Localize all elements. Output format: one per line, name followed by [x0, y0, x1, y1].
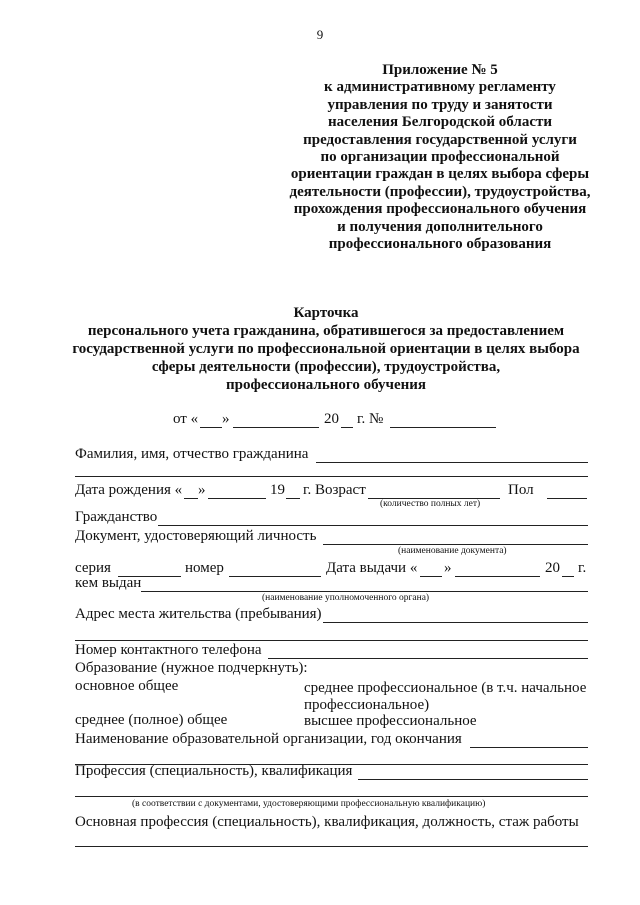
appendix-line: ориентации граждан в целях выбора сферы	[290, 166, 590, 183]
birth-month-field[interactable]	[208, 498, 266, 499]
institution-field[interactable]	[470, 747, 588, 748]
issue-date-label: Дата выдачи «	[326, 560, 418, 576]
main-profession-label: Основная профессия (специальность), квалификация, должность, стаж работы	[75, 814, 579, 830]
edu-option-basic[interactable]: основное общее	[75, 678, 179, 694]
edu-option-secondary-prof[interactable]: среднее профессиональное (в т.ч. начальное	[304, 680, 587, 696]
appendix-line: профессионального образования	[328, 236, 552, 253]
full-name-field[interactable]	[316, 462, 588, 463]
appendix-line: управления по труду и занятости	[327, 96, 553, 113]
date-month-field[interactable]	[233, 427, 319, 428]
date-from-label: от «	[173, 411, 199, 427]
address-field-2[interactable]	[75, 640, 588, 641]
card-title-line: персонального учета гражданина, обратившегося за предоставлением	[87, 323, 565, 339]
number-field[interactable]	[229, 576, 321, 577]
appendix-line: деятельности (профессии), трудоустройства,	[289, 183, 591, 200]
age-caption: (количество полных лет)	[380, 499, 481, 509]
card-title	[50, 304, 602, 394]
edu-option-higher[interactable]: высшее профессиональное	[304, 713, 477, 729]
birth-close-quote: »	[198, 482, 206, 498]
id-document-label: Документ, удостоверяющий личность	[75, 528, 317, 544]
institution-label: Наименование образовательной организации, год окончания	[75, 731, 462, 747]
issue-month-field[interactable]	[455, 576, 540, 577]
date-number-label: г. №	[357, 411, 384, 427]
appendix-line: к административному регламенту	[324, 79, 556, 96]
date-year-field[interactable]	[341, 427, 353, 428]
issue-century: 20	[545, 560, 560, 576]
age-label: г. Возраст	[303, 482, 366, 498]
issue-close-quote: »	[444, 560, 452, 576]
address-field[interactable]	[323, 622, 588, 623]
address-label: Адрес места жительства (пребывания)	[75, 606, 322, 622]
document-caption: (наименование документа)	[398, 546, 507, 556]
issue-year-label: г.	[578, 560, 587, 576]
date-day-field[interactable]	[200, 427, 222, 428]
citizenship-field[interactable]	[158, 525, 588, 526]
issued-by-field[interactable]	[141, 591, 588, 592]
card-number-field[interactable]	[390, 427, 496, 428]
issue-day-field[interactable]	[420, 576, 442, 577]
series-label: серия	[75, 560, 111, 576]
appendix-line: прохождения профессионального обучения	[293, 201, 587, 218]
profession-label: Профессия (специальность), квалификация	[75, 763, 353, 779]
birth-year-field[interactable]	[286, 498, 300, 499]
birth-century: 19	[270, 482, 285, 498]
card-title-line: сферы деятельности (профессии), трудоустройства,	[151, 359, 501, 375]
education-label: Образование (нужное подчеркнуть):	[75, 660, 308, 676]
profession-field[interactable]	[358, 779, 588, 780]
edu-option-secondary-full[interactable]: среднее (полное) общее	[75, 712, 228, 728]
edu-option-secondary-prof-cont[interactable]: профессиональное)	[304, 697, 430, 713]
authority-caption: (наименование уполномоченного органа)	[262, 593, 430, 603]
full-name-label: Фамилия, имя, отчество гражданина	[75, 446, 309, 462]
profession-caption: (в соответствии с документами, удостоверяющими профессиональную квалификацию)	[132, 799, 486, 809]
date-century: 20	[324, 411, 339, 427]
card-title-line: Карточка	[293, 305, 359, 321]
appendix-block	[280, 62, 600, 253]
page-number: 9	[316, 27, 324, 42]
profession-field-2[interactable]	[75, 796, 588, 797]
appendix-line: предоставления государственной услуги	[303, 131, 577, 148]
appendix-line: по организации профессиональной	[320, 149, 560, 166]
appendix-line: и получения дополнительного	[337, 218, 543, 235]
phone-label: Номер контактного телефона	[75, 642, 262, 658]
appendix-line: населения Белгородской области	[328, 114, 552, 131]
card-title-line: государственной услуги по профессиональной ориентации в целях выбора	[72, 341, 580, 357]
full-name-field-2[interactable]	[75, 476, 588, 477]
birth-day-field[interactable]	[184, 498, 198, 499]
sex-label: Пол	[508, 482, 534, 498]
issue-year-field[interactable]	[562, 576, 574, 577]
main-profession-field[interactable]	[75, 846, 588, 847]
birth-date-label: Дата рождения «	[75, 482, 183, 498]
number-label: номер	[185, 560, 224, 576]
id-document-field[interactable]	[323, 544, 588, 545]
phone-field[interactable]	[268, 658, 588, 659]
issued-by-label: кем выдан	[75, 575, 142, 591]
appendix-heading: Приложение № 5	[382, 62, 498, 78]
card-title-line: профессионального обучения	[225, 377, 427, 393]
sex-field[interactable]	[547, 498, 587, 499]
citizenship-label: Гражданство	[75, 509, 158, 525]
date-close-quote: »	[222, 411, 230, 427]
